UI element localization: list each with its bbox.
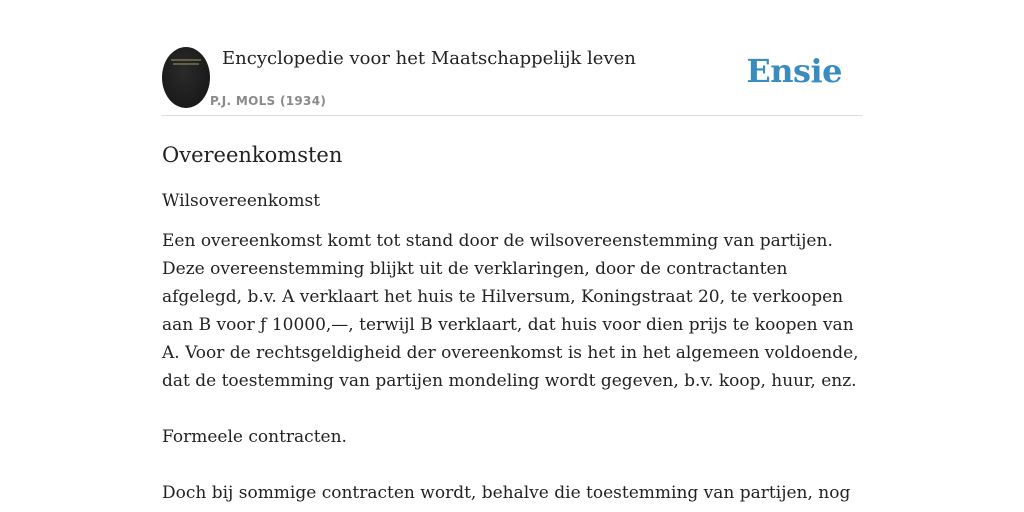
article-paragraph: Een overeenkomst komt tot stand door de wilsovereenstemming van partijen. Deze overeenstemming blijkt uit de verklaringen, door de contractanten afgelegd, b.v. A verklaart het huis te Hilversum, Koningstraat 20, te verkoopen aan B voor ƒ 10000,—, terwijl B verklaart, dat huis voor dien prijs te koopen van A. Voor de rechtsgeldigheid der overeenkomst is het in het algemeen voldoende, dat de toestemming van partijen mondeling wordt gegeven, b.v. koop, huur, enz.	[162, 231, 859, 391]
publication-title[interactable]: Encyclopedie voor het Maatschappelijk leven	[222, 48, 636, 69]
page-header	[162, 46, 862, 116]
article-content	[162, 140, 862, 507]
ensie-logo[interactable]: Ensie	[746, 52, 842, 90]
cover-title-stripe	[171, 59, 201, 61]
publication-author: P.J. MOLS (1934)	[210, 94, 327, 108]
article-paragraph: Doch bij sommige contracten wordt, behalve die toestemming van partijen, nog	[162, 483, 851, 503]
book-cover-image[interactable]	[162, 47, 210, 108]
article-subtitle: Wilsovereenkomst	[162, 191, 321, 211]
section-heading: Formeele contracten.	[162, 427, 347, 447]
article-title: Overeenkomsten	[162, 143, 343, 167]
cover-subtitle-stripe	[173, 63, 199, 65]
